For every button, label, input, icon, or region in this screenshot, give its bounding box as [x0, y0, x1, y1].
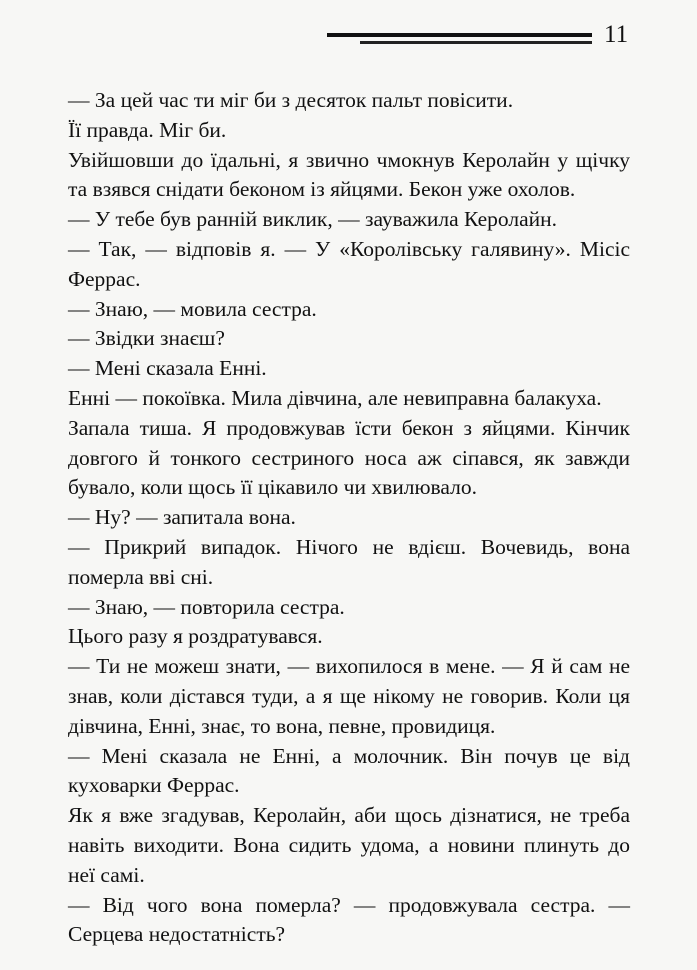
paragraph: Її правда. Міг би.	[68, 117, 227, 142]
paragraph: — Знаю, — повторила сестра.	[68, 594, 345, 619]
paragraph: — У тебе був ранній виклик, — зауважила Керолайн.	[68, 207, 557, 232]
body-text	[68, 86, 630, 950]
paragraph: — Звідки знаєш?	[68, 326, 225, 351]
paragraph: — Від чого вона померла? — продовжувала сестра. — Серцева недостатність?	[68, 892, 630, 947]
paragraph: — Прикрий випадок. Нічого не вдієш. Вочевидь, вона померла вві сні.	[68, 534, 630, 589]
paragraph: Запала тиша. Я продовжував їсти бекон з яйцями. Кінчик довгого й тонкого сестриного носа аж сіпався, як завжди бувало, коли щось її цікавило чи хвилювало.	[68, 415, 630, 500]
paragraph: Енні — покоївка. Мила дівчина, але невиправна балакуха.	[68, 385, 602, 410]
header-rule-bottom	[360, 41, 592, 44]
paragraph: — Ти не можеш знати, — вихопилося в мене. — Я й сам не знав, коли дістався туди, а я ще нікому не говорив. Коли ця дівчина, Енні, знає, то вона, певне, провидиця.	[68, 654, 630, 738]
paragraph: — За цей час ти міг би з десяток пальт повісити.	[68, 88, 514, 112]
page-number: 11	[604, 21, 629, 48]
paragraph: — Мені сказала Енні.	[68, 356, 267, 381]
paragraph: — Ну? — запитала вона.	[68, 505, 296, 530]
paragraph: Увійшовши до їдальні, я звично чмокнув Керолайн у щічку та взявся снідати беконом із яйцями. Бекон уже охолов.	[68, 147, 630, 202]
paragraph: — Мені сказала не Енні, а молочник. Він почув це від куховарки Феррас.	[68, 743, 630, 798]
header-rule-top	[327, 33, 592, 37]
paragraph: Як я вже згадував, Керолайн, аби щось дізнатися, не треба навіть виходити. Вона сидить удома, а новини плинуть до неї самі.	[68, 803, 630, 887]
paragraph: — Знаю, — мовила сестра.	[68, 296, 317, 321]
paragraph: — Так, — відповів я. — У «Королівську галявину». Місіс Феррас.	[68, 236, 630, 291]
paragraph: Цього разу я роздратувався.	[68, 624, 323, 649]
page-header	[0, 0, 697, 60]
